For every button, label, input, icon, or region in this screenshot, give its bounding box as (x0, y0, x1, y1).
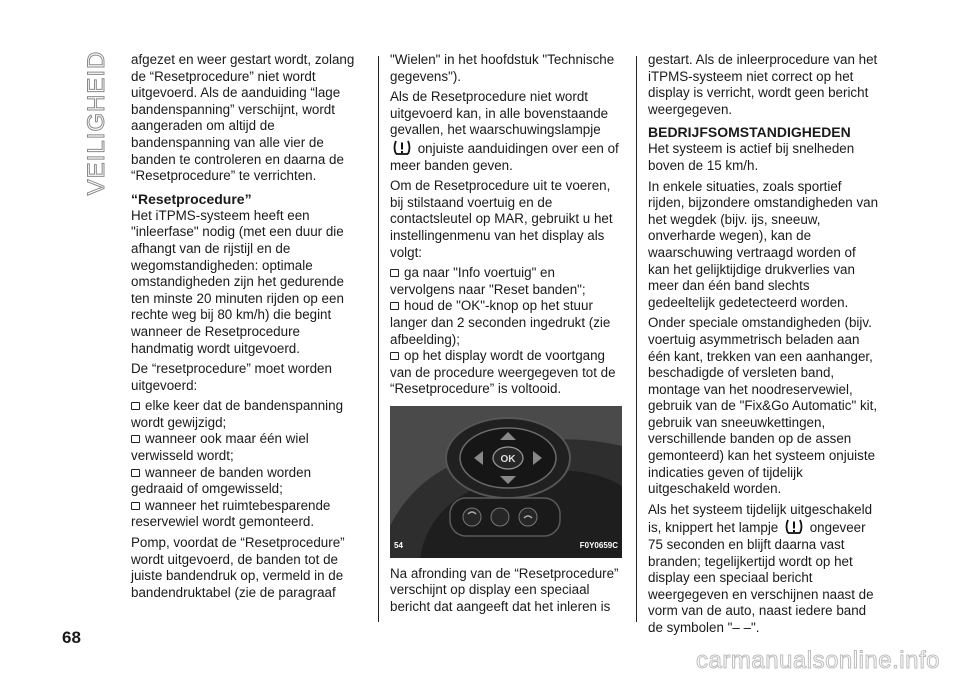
paragraph: Pomp, voordat de “Resetprocedure” wordt uitgevoerd, de banden tot de juiste bandendruk op, vermeld in de bandendruktabel (zie de paragraaf (131, 535, 345, 600)
tyre-pressure-warning-icon (784, 518, 804, 535)
paragraph: Om de Resetprocedure uit te voeren, bij stilstaand voertuig en de contactsleutel op MAR, gebruikt u het instellingenmenu van het display als volgt: (390, 178, 613, 260)
list-item: wanneer ook maar één wiel verwisseld wordt; (131, 431, 309, 464)
bullet-icon (390, 269, 399, 277)
bullet-icon (390, 352, 399, 360)
paragraph: Als de Resetprocedure niet wordt uitgevoerd kan, in alle bovenstaande gevallen, het waarschuwingslampje onjuiste aanduidingen over een of meer banden geven. (390, 89, 619, 173)
column-divider (378, 56, 379, 622)
paragraph: gestart. Als de inleerprocedure van het iTPMS-systeem niet correct op het display is verricht, wordt geen bericht weergegeven. (648, 52, 878, 117)
column-divider (636, 56, 637, 622)
bullet-icon (131, 502, 140, 510)
paragraph: "Wielen" in het hoofdstuk "Technische gegevens"). (390, 52, 615, 84)
list-item: op het display wordt de voortgang van de procedure weergegeven tot de “Resetprocedure” is voltooid. (390, 348, 616, 397)
column-3 (648, 52, 880, 641)
column-1 (131, 52, 363, 605)
section-title-text: VEILIGHEID (83, 50, 110, 196)
heading-bedrijfsomstandigheden: BEDRIJFSOMSTANDIGHEDEN (648, 124, 851, 141)
page-number: 68 (62, 628, 81, 647)
bullet-icon (131, 402, 140, 410)
list-item: wanneer het ruimtebesparende reservewiel wordt gemonteerd. (131, 497, 331, 530)
paragraph: Als het systeem tijdelijk uitgeschakeld is, knippert het lampje ongeveer 75 seconden en blijft daarna vast branden; tegelijkertijd wordt op het display een speciaal bericht weergegeven en verschijnen naast de vorm van de auto, naast iedere band de symbolen "– –". (648, 501, 874, 635)
figure-number: 54 (394, 541, 403, 551)
paragraph: afgezet en weer gestart wordt, zolang de “Resetprocedure” niet wordt uitgevoerd. Als de aanduiding “lage bandenspanning” verschijnt, wordt aangeraden om altijd de bandenspanning van alle vier de banden te controleren en daarna de “Resetprocedure” te verrichten. (131, 52, 355, 184)
tyre-pressure-warning-icon (392, 139, 412, 156)
steering-wheel-figure (390, 406, 622, 558)
figure-code: F0Y0659C (579, 541, 618, 551)
list-item: ga naar "Info voertuig" en vervolgens naar "Reset banden"; (390, 265, 586, 297)
steering-wheel-image (390, 406, 622, 558)
paragraph: In enkele situaties, zoals sportief rijden, bijzondere omstandigheden van het wegdek (bijv. ijs, sneeuw, onverharde wegen), kan de waarschuwing vertraagd worden of kan het gelijktijdige drukverlies van meer dan één band slechts gedeeltelijk gedetecteerd worden. (648, 178, 879, 310)
paragraph: Het systeem is actief bij snelheden boven de 15 km/h. (648, 141, 855, 173)
bullet-icon (131, 469, 140, 477)
paragraph: De “resetprocedure” moet worden uitgevoerd: (131, 361, 332, 393)
section-title (83, 50, 110, 196)
bullet-icon (131, 435, 140, 443)
paragraph: Onder speciale omstandigheden (bijv. voertuig asymmetrisch beladen aan één kant, trekken van een aanhanger, beschadigde of versleten band, montage van het noodreservewiel, gebruik van de "Fix&Go Automatic" kit, gebruik van sneeuwkettingen, verschillende banden op de assen gemonteerd) kan het systeem onjuiste indicaties geven of tijdelijk uitgeschakeld worden. (648, 315, 878, 497)
bullet-icon (390, 302, 399, 310)
paragraph: Na afronding van de “Resetprocedure” verschijnt op display een speciaal bericht dat aangeeft dat het inleren is (390, 565, 619, 615)
paragraph: Het iTPMS-systeem heeft een "inleerfase" nodig (met een duur die afhangt van de rijstijl en de wegomstandigheden: optimale omstandigheden zijn het gedurende ten minste 20 minuten rijden op een rechte weg bij 80 km/h) die begint wanneer de Resetprocedure handmatig wordt uitgevoerd. (131, 207, 344, 356)
watermark: carmanualsonline.info (696, 647, 940, 674)
list-item: elke keer dat de bandenspanning wordt gewijzigd; (131, 398, 344, 430)
column-2 (390, 52, 622, 620)
heading-resetprocedure: “Resetprocedure” (131, 190, 252, 207)
list-item: houd de "OK"-knop op het stuur langer dan 2 seconden ingedrukt (zie afbeelding); (390, 298, 611, 347)
list-item: wanneer de banden worden gedraaid of omgewisseld; (131, 464, 312, 497)
ok-button-label: OK (500, 453, 516, 465)
